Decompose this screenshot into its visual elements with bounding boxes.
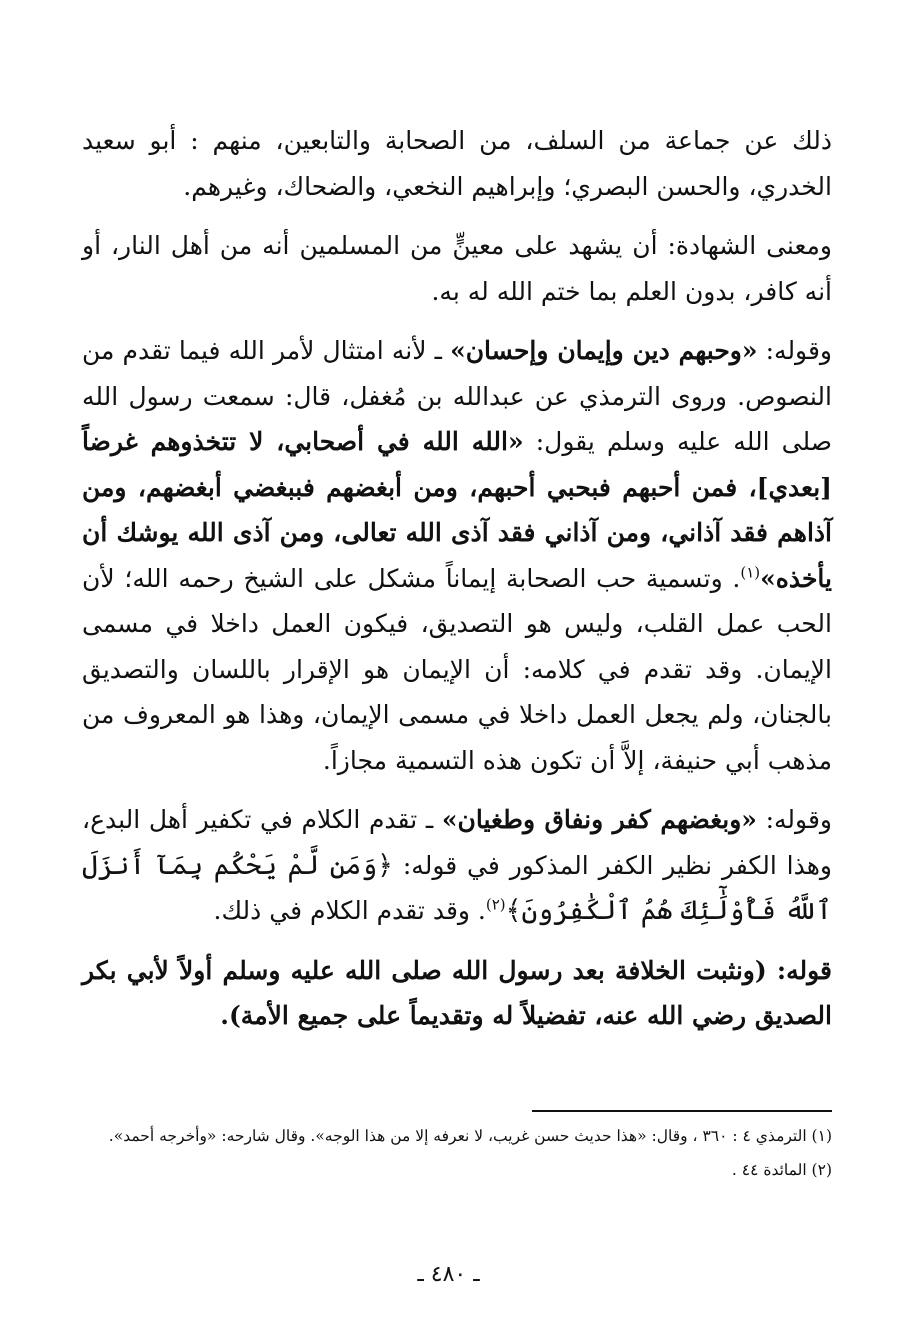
- quoted-text: «وحبهم دين وإيمان وإحسان»: [450, 336, 758, 365]
- paragraph-3: [82, 328, 832, 783]
- hadith-quote: «الله الله في أصحابي، لا تتخذوهم غرضاً [بعدي]، فمن أحبهم فبحبي أحبهم، ومن أبغضهم فببغضي أبغضهم، ومن آذاهم فقد آذاني، ومن آذاني فقد آذى الله تعالى، ومن آذى الله يوشك أن يأخذه»: [82, 427, 833, 593]
- page-number: ـ ٤٨٠ ـ: [417, 1262, 480, 1287]
- paragraph-3-body: ـ لأنه امتثال لأمر الله فيما تقدم من النصوص. وروى الترمذي عن عبدالله بن مُغفل، قال: سمعت رسول الله صلى الله عليه وسلم يقول:: [82, 336, 832, 456]
- quoted-text: «وبغضهم كفر ونفاق وطغيان»: [441, 805, 757, 834]
- footnote-1: (١) الترمذي ٤ : ٣٦٠ ، وقال: «هذا حديث حسن غريب، لا نعرفه إلا من هذا الوجه». وقال شارحه: «وأخرجه أحمد».: [108, 1127, 832, 1145]
- paragraph-4: [82, 797, 832, 934]
- paragraph-4-intro: وقوله:: [756, 805, 832, 834]
- paragraph-3-rest: . وتسمية حب الصحابة إيماناً مشكل على الشيخ رحمه الله؛ لأن الحب عمل القلب، وليس هو التصديق، فيكون العمل داخلا في مسمى الإيمان. وقد تقدم في كلامه: أن الإيمان هو الإقرار باللسان والتصديق بالجنان، ولم يجعل العمل داخلا في مسمى الإيمان، وهذا هو المعروف من مذهب أبي حنيفة، إلاَّ أن تكون هذه التسمية مجازاً.: [82, 563, 832, 775]
- paragraph-2: ومعنى الشهادة: أن يشهد على معينٍّ من المسلمين أنه من أهل النار، أو أنه كافر، بدون العلم بما ختم الله له به.: [82, 231, 832, 306]
- paragraph-1: ذلك عن جماعة من السلف، من الصحابة والتابعين، منهم : أبو سعيد الخدري، والحسن البصري؛ وإبراهيم النخعي، والضحاك، وغيرهم.: [82, 126, 832, 201]
- paragraph-4-body: ـ تقدم الكلام في تكفير أهل البدع، وهذا الكفر نظير الكفر المذكور في قوله:: [82, 805, 832, 880]
- paragraph-5-matn: قوله: (ونثبت الخلافة بعد رسول الله صلى الله عليه وسلم أولاً لأبي بكر الصديق رضي الله عنه، تفضيلاً له وتقديماً على جميع الأمة).: [82, 955, 832, 1030]
- paragraph-4-rest: . وقد تقدم الكلام في ذلك.: [213, 896, 486, 925]
- footnote-ref-1[interactable]: (١): [740, 563, 761, 582]
- footnote-divider: [532, 1110, 832, 1112]
- footnote-ref-2[interactable]: (٢): [485, 895, 506, 914]
- footnotes: [82, 1110, 832, 1184]
- paragraph-3-intro: وقوله:: [757, 336, 832, 365]
- page-body: [82, 118, 832, 1053]
- footnote-2: (٢) المائدة ٤٤ .: [731, 1161, 832, 1179]
- quran-verse: ﴿وَمَن لَّمْ يَحْكُم بِمَآ أَنزَلَ ٱللَّهُ فَأُوْلَٰٓئِكَ هُمُ ٱلْكَٰفِرُونَ﴾: [82, 849, 832, 926]
